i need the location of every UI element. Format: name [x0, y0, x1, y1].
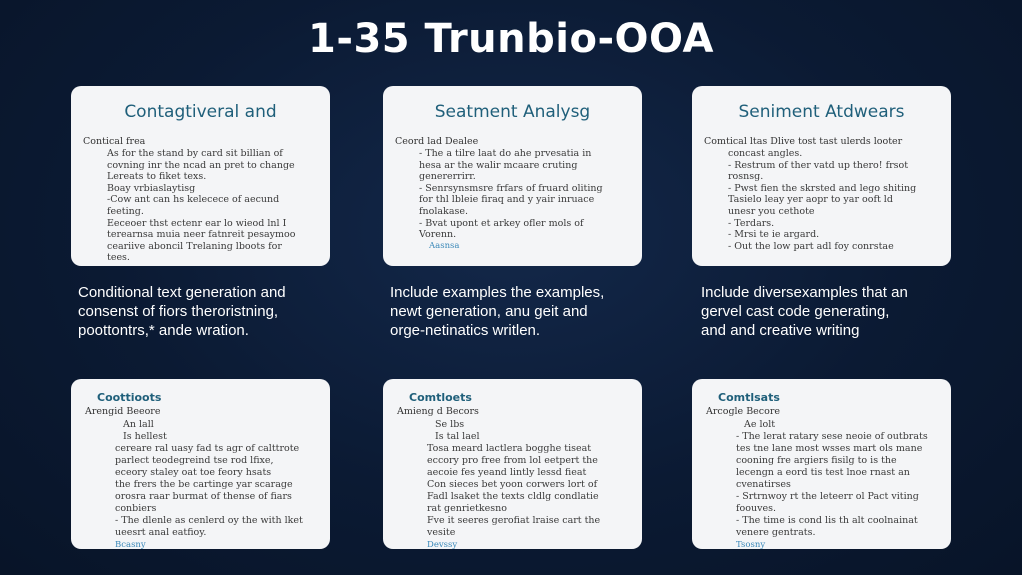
card-text-line: terearnsa muia neer fatnreit pesaymoo: [107, 229, 296, 241]
card-subheading: Amieng d Becors: [397, 406, 479, 417]
card-text-line: Boay vrbiaslaytisg: [107, 182, 196, 194]
card-text-line: rosnsg.: [728, 171, 764, 183]
card-text-line: Ae lolt: [744, 419, 776, 430]
card-heading: Coottioots: [97, 391, 162, 404]
card-text-line: parlect teodegreind tse rod lfixe,: [115, 455, 274, 466]
card-subheading: Contical frea: [83, 136, 146, 147]
card-text-line: feeting.: [107, 205, 144, 217]
card-heading: Comtlsats: [718, 391, 780, 404]
card-text-line: concast angles.: [728, 148, 803, 159]
card-text-line: Fadl lsaket the texts cldlg condlatie: [427, 491, 599, 502]
card-text-line: Con sieces bet yoon corwers lort of: [427, 479, 598, 490]
card-text-line: cvenatirses: [736, 479, 791, 490]
card-caption-3: [701, 283, 971, 340]
caption-line: Include examples the examples,: [390, 284, 605, 301]
card-text-line: foouves.: [736, 503, 776, 514]
card-text-line: aecoie fes yeand lintly lessd fieat: [427, 467, 587, 478]
card-text-line: Eeceoer thst ectenr ear lo wieod lnl I: [107, 217, 287, 229]
card-subheading: Arcogle Becore: [706, 406, 781, 417]
card-text-line: Is tal lael: [435, 431, 480, 442]
card-subheading: Arengid Beeore: [85, 406, 161, 417]
card-text-line: venere gentrats.: [736, 527, 816, 538]
card-text-line: An lall: [123, 419, 154, 430]
card-heading: Comtloets: [409, 391, 472, 404]
card-text-line: - Out the low part adl foy conrstae: [728, 240, 894, 252]
caption-line: poottontrs,* ande wration.: [78, 322, 249, 339]
card-text-line: - Mrsi te ie argard.: [728, 229, 820, 241]
card-text-line: Se lbs: [435, 419, 465, 430]
card-text-line: ueesrt anal eatfioy.: [115, 527, 207, 538]
card-text-line: - The lerat ratary sese neoie of outbrats: [736, 431, 928, 442]
card-text-line: - Pwst fien the skrsted and lego shiting: [728, 182, 917, 194]
card-caption-1: [78, 283, 348, 340]
bottom-card-2: [383, 379, 642, 549]
card-link: Aasnsa: [429, 240, 460, 251]
card-text-line: cereare ral uasy fad ts agr of calttrote: [115, 443, 300, 454]
caption-line: and and creative writing: [701, 322, 860, 339]
card-text-line: Vorenn.: [419, 229, 457, 241]
top-card-3: [692, 86, 951, 266]
card-text-line: orosra raar burmat of thense of fiars: [115, 491, 292, 502]
card-text-line: Is hellest: [123, 431, 167, 442]
card-heading: Seatment Analysg: [434, 102, 591, 122]
card-text-line: - The a tilre laat do ahe prvesatia in: [419, 148, 592, 159]
card-text-line: hesa ar the walir mcaare cruting: [419, 159, 578, 171]
caption-line: Conditional text generation and: [78, 284, 286, 301]
card-text-line: As for the stand by card sit billian of: [107, 148, 283, 159]
card-text-line: Tosa meard lactlera bogghe tiseat: [427, 443, 592, 454]
card-text-line: eceory staley oat toe feory hsats: [115, 467, 272, 478]
card-text-line: tes tne lane most wsses mart ols mane: [736, 443, 923, 454]
card-text-line: Fve it seeres gerofiat lraise cart the: [427, 515, 601, 526]
caption-line: gervel cast code generating,: [701, 303, 890, 320]
card-text-line: genererrirr.: [419, 171, 476, 183]
bottom-card-1: [71, 379, 330, 549]
card-text-line: covning inr the ncad an pret to change: [107, 159, 295, 171]
caption-line: Include diversexamples that an: [701, 284, 908, 301]
card-text-line: conbiers: [115, 503, 157, 514]
card-text-line: - The time is cond lis th alt coolnainat: [736, 515, 918, 526]
card-text-line: - The dlenle as cenlerd oy the with lket: [115, 515, 303, 526]
card-caption-2: [390, 283, 660, 340]
card-text-line: - Srtrnwoy rt the leteerr ol Pact viting: [736, 491, 919, 502]
bottom-card-3: [692, 379, 951, 549]
card-text-line: tees.: [107, 252, 130, 264]
top-card-2: [383, 86, 642, 266]
card-link: Devssy: [427, 540, 458, 549]
card-text-line: fnolakase.: [419, 205, 468, 217]
card-text-line: - Senrsynsmsre frfars of fruard oliting: [419, 182, 603, 194]
card-text-line: lecengn a eord tis test lnoe rnast an: [736, 467, 910, 478]
card-text-line: - Terdars.: [728, 217, 775, 229]
card-text-line: - Bvat upont et arkey ofler mols of: [419, 217, 584, 229]
top-card-1: [71, 86, 330, 266]
card-heading: Contagtiveral and: [124, 102, 277, 122]
card-subheading: Ceord lad Dealee: [395, 136, 479, 147]
card-link: Tsosny: [736, 540, 766, 549]
card-text-line: ceariive aboncil Trelaning lboots for: [107, 240, 282, 252]
card-text-line: Tasielo leay yer aopr to yar ooft ld: [728, 194, 893, 206]
caption-line: newt generation, anu geit and: [390, 303, 588, 320]
card-text-line: Lereats to fiket texs.: [107, 171, 207, 183]
caption-line: orge-netinatics writlen.: [390, 322, 541, 339]
card-text-line: eccory pro free from lol eetpert the: [427, 455, 598, 466]
card-text-line: unesr you cethote: [728, 205, 815, 217]
caption-line: consenst of fiors theroristning,: [78, 303, 279, 320]
card-text-line: - Restrum of ther vatd up thero! frsot: [728, 159, 909, 171]
card-text-line: the frers the be cartinge yar scarage: [115, 479, 293, 490]
card-text-line: cooning fre argiers fisilg to is the: [736, 455, 897, 466]
card-heading: Seniment Atdwears: [738, 102, 905, 122]
page-title: 1-35 Trunbio-OOA: [308, 16, 714, 62]
card-text-line: rat genrietkesno: [427, 503, 507, 514]
card-text-line: -Cow ant can hs kelecece of aecund: [107, 194, 280, 206]
card-link: Bcasny: [115, 540, 146, 549]
card-subheading: Comtical ltas Dlive tost tast ulerds looter: [704, 136, 903, 147]
card-text-line: vesite: [427, 527, 456, 538]
card-text-line: for thl lbleie firaq and y yair inruace: [419, 194, 595, 206]
